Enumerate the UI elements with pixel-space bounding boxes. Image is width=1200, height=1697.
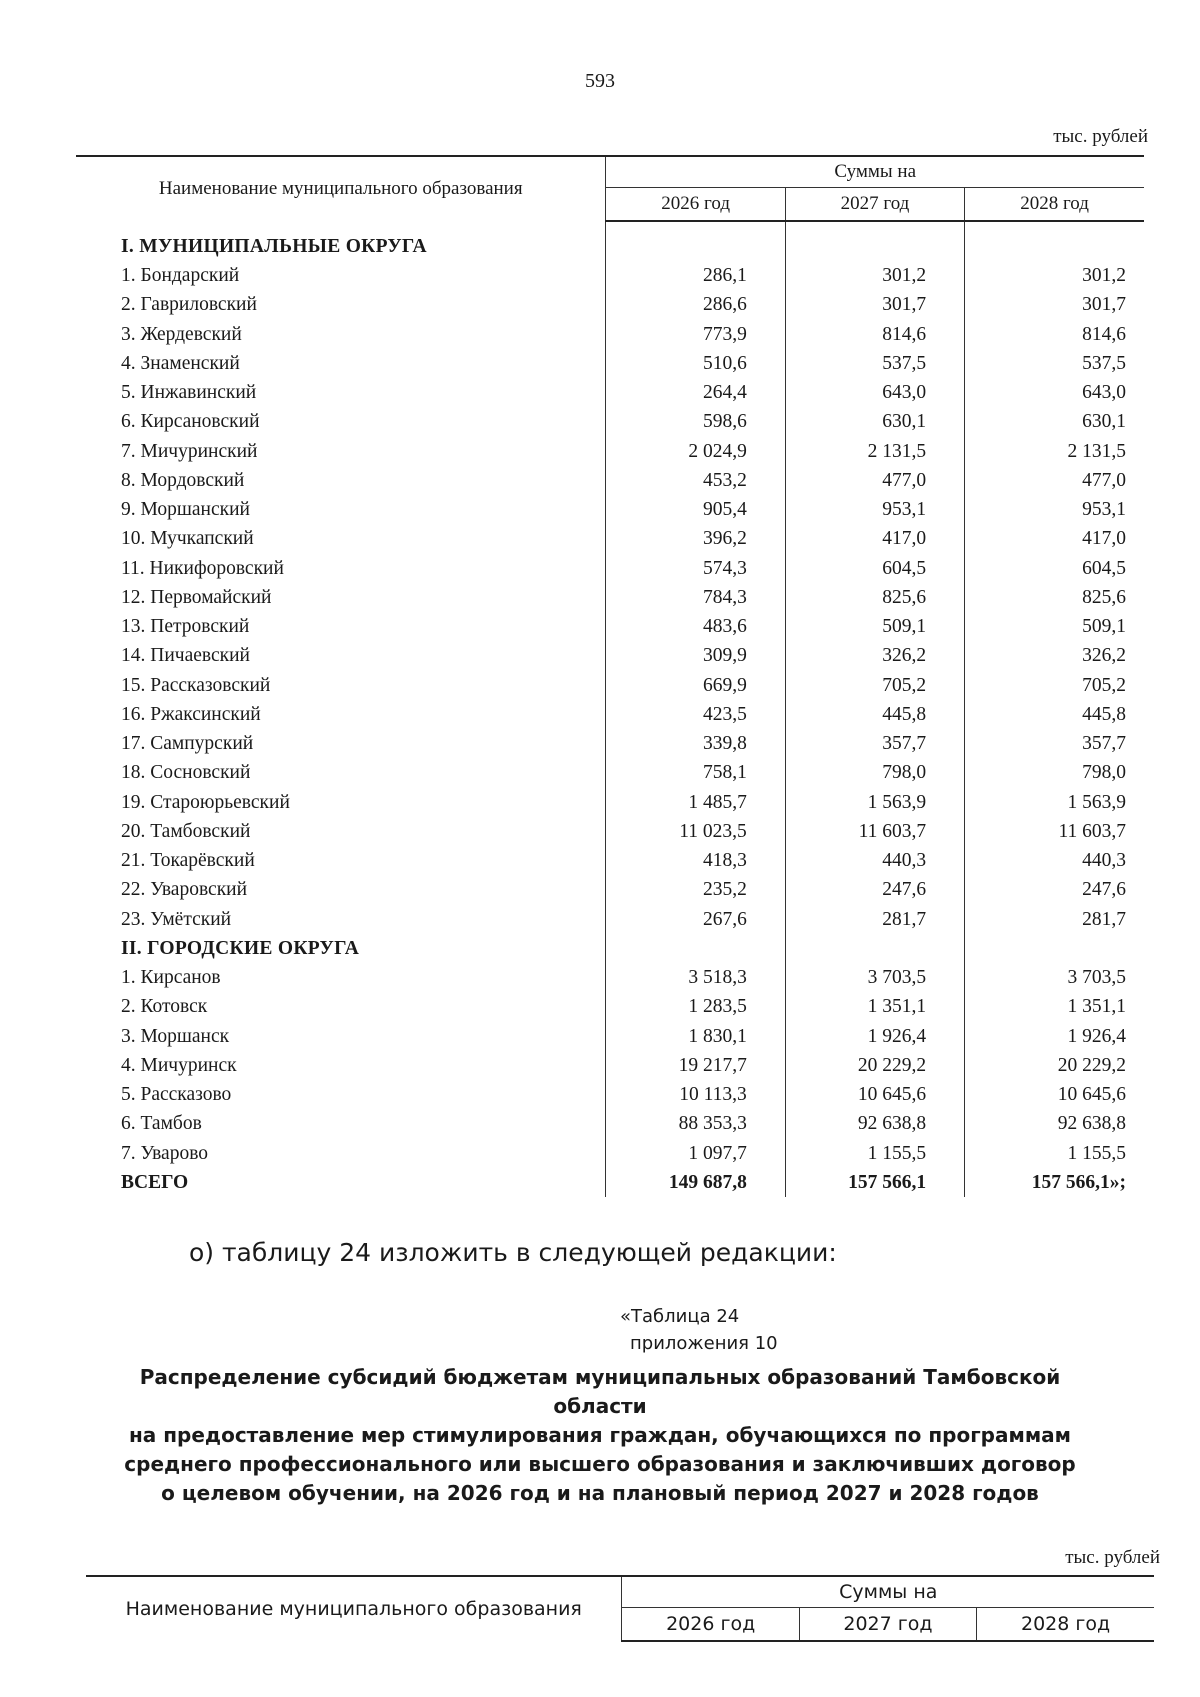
municipality-name: 9. Моршанский [121,499,250,521]
table2-header [86,1575,1154,1642]
table-row [76,671,1144,700]
table-row [76,1139,1144,1168]
amount-cell: 477,0 [965,466,1144,495]
municipality-name: 18. Сосновский [121,762,251,784]
amount-cell: 301,7 [785,291,964,320]
amount-cell: 357,7 [785,729,964,758]
municipality-name: 13. Петровский [121,616,250,638]
amount-cell: 301,2 [785,261,964,290]
amount-cell: 445,8 [965,700,1144,729]
empty-cell [785,934,964,963]
amount-cell: 1 351,1 [965,993,1144,1022]
page-number: 593 [585,70,615,92]
amount-cell: 247,6 [785,876,964,905]
total-row [76,1168,1144,1197]
amount-cell: 301,2 [965,261,1144,290]
table-row [76,554,1144,583]
total-amount: 157 566,1»; [965,1168,1144,1197]
table-row [76,1022,1144,1051]
amount-cell: 509,1 [785,612,964,641]
amount-cell: 20 229,2 [965,1051,1144,1080]
amount-cell: 1 563,9 [965,788,1144,817]
amount-cell: 905,4 [606,495,785,524]
municipality-name: 17. Сампурский [121,733,254,755]
amount-cell: 20 229,2 [785,1051,964,1080]
amount-cell: 1 926,4 [785,1022,964,1051]
amount-cell: 1 830,1 [606,1022,785,1051]
spacer-cell [606,221,785,232]
section-title: I. МУНИЦИПАЛЬНЫЕ ОКРУГА [121,235,427,257]
amount-cell: 604,5 [785,554,964,583]
column-header-year: 2026 год [606,188,785,222]
amount-cell: 953,1 [965,495,1144,524]
amount-cell: 247,6 [965,876,1144,905]
amount-cell: 11 603,7 [965,817,1144,846]
table-row [76,993,1144,1022]
table-row [76,963,1144,992]
budget-table-container [76,155,1144,1197]
amount-cell: 417,0 [965,525,1144,554]
table-row [76,291,1144,320]
amount-cell: 396,2 [606,525,785,554]
amount-cell: 1 351,1 [785,993,964,1022]
table-row [76,846,1144,875]
amount-cell: 643,0 [785,378,964,407]
section-header-row [76,934,1144,963]
amount-cell: 798,0 [785,759,964,788]
amount-cell: 286,6 [606,291,785,320]
spacer-cell [965,221,1144,232]
column-header-year: 2027 год [785,188,964,222]
table-row [76,1110,1144,1139]
municipality-name: 6. Кирсановский [121,411,260,433]
table-row [76,466,1144,495]
municipality-name: 7. Мичуринский [121,440,258,462]
units-label: тыс. рублей [1053,126,1148,147]
amount-cell: 483,6 [606,612,785,641]
table2-header-container [86,1575,1154,1642]
amount-cell: 1 926,4 [965,1022,1144,1051]
municipality-name: 12. Первомайский [121,586,272,608]
amendment-text: о) таблицу 24 изложить в следующей редакции: [189,1238,837,1267]
municipality-name: 16. Ржаксинский [121,703,261,725]
amount-cell: 574,3 [606,554,785,583]
section-header-row [76,232,1144,261]
municipality-name: 3. Жердевский [121,323,242,345]
amount-cell: 10 645,6 [785,1080,964,1109]
amount-cell: 598,6 [606,408,785,437]
amount-cell: 326,2 [785,642,964,671]
amount-cell: 784,3 [606,583,785,612]
title-line: о целевом обучении, на 2026 год и на плановый период 2027 и 2028 годов [161,1481,1039,1505]
units-label-2: тыс. рублей [1065,1547,1160,1568]
amount-cell: 1 155,5 [965,1139,1144,1168]
empty-cell [785,232,964,261]
amount-cell: 509,1 [965,612,1144,641]
table-row [76,729,1144,758]
section-title: II. ГОРОДСКИЕ ОКРУГА [121,937,360,959]
amount-cell: 453,2 [606,466,785,495]
empty-cell [965,232,1144,261]
title-line: среднего профессионального или высшего образования и заключивших договор [124,1452,1076,1476]
amount-cell: 537,5 [785,349,964,378]
table-row [76,495,1144,524]
table-row [76,759,1144,788]
amount-cell: 3 703,5 [965,963,1144,992]
amount-cell: 798,0 [965,759,1144,788]
title-line: на предоставление мер стимулирования граждан, обучающихся по программам [128,1423,1072,1447]
amount-cell: 2 024,9 [606,437,785,466]
amount-cell: 423,5 [606,700,785,729]
table-row [76,1051,1144,1080]
amount-cell: 10 113,3 [606,1080,785,1109]
table-row [76,612,1144,641]
amount-cell: 477,0 [785,466,964,495]
column-header-year: 2027 год [799,1608,976,1642]
amount-cell: 418,3 [606,846,785,875]
amount-cell: 669,9 [606,671,785,700]
table-caption [620,1303,778,1357]
total-amount: 149 687,8 [606,1168,785,1197]
amount-cell: 773,9 [606,320,785,349]
municipality-name: 23. Умётский [121,908,232,930]
amount-cell: 286,1 [606,261,785,290]
municipality-name: 5. Инжавинский [121,382,257,404]
amount-cell: 11 023,5 [606,817,785,846]
municipality-name: 7. Уварово [121,1142,209,1164]
amount-cell: 630,1 [965,408,1144,437]
municipality-name: 1. Кирсанов [121,967,221,989]
amount-cell: 445,8 [785,700,964,729]
table-row [76,642,1144,671]
document-title [100,1363,1100,1508]
table-row [76,876,1144,905]
amount-cell: 814,6 [965,320,1144,349]
column-header-sums: Суммы на [606,156,1144,188]
amount-cell: 814,6 [785,320,964,349]
empty-cell [606,934,785,963]
spacer-cell [785,221,964,232]
table-row [76,261,1144,290]
municipality-name: 19. Староюрьевский [121,791,290,813]
table-row [76,525,1144,554]
amount-cell: 301,7 [965,291,1144,320]
budget-table-body [76,221,1144,1197]
table-row [76,788,1144,817]
table-row [76,378,1144,407]
total-amount: 157 566,1 [785,1168,964,1197]
amount-cell: 309,9 [606,642,785,671]
amount-cell: 1 283,5 [606,993,785,1022]
table-row [76,1080,1144,1109]
amount-cell: 758,1 [606,759,785,788]
table-row [76,437,1144,466]
table-row [76,408,1144,437]
municipality-name: 3. Моршанск [121,1025,230,1047]
column-header-sums: Суммы на [622,1576,1154,1608]
amount-cell: 2 131,5 [965,437,1144,466]
amount-cell: 440,3 [785,846,964,875]
municipality-name: 2. Котовск [121,996,208,1018]
table-row [76,320,1144,349]
table-row [76,583,1144,612]
table-row [76,905,1144,934]
municipality-name: 10. Мучкапский [121,528,254,550]
table-row [76,817,1144,846]
amount-cell: 953,1 [785,495,964,524]
amount-cell: 440,3 [965,846,1144,875]
municipality-name: 4. Знаменский [121,352,240,374]
spacer-row [76,221,1144,232]
amount-cell: 537,5 [965,349,1144,378]
amount-cell: 281,7 [965,905,1144,934]
municipality-name: 22. Уваровский [121,879,248,901]
total-label: ВСЕГО [121,1171,189,1193]
table-row [76,700,1144,729]
empty-cell [965,934,1144,963]
table-caption-line: приложения 10 [630,1333,778,1354]
amount-cell: 510,6 [606,349,785,378]
amount-cell: 264,4 [606,378,785,407]
municipality-name: 4. Мичуринск [121,1054,237,1076]
amount-cell: 339,8 [606,729,785,758]
amount-cell: 281,7 [785,905,964,934]
column-header-name: Наименование муниципального образования [76,156,606,221]
amount-cell: 10 645,6 [965,1080,1144,1109]
budget-table [76,155,1144,1197]
column-header-year: 2028 год [965,188,1144,222]
municipality-name: 14. Пичаевский [121,645,250,667]
municipality-name: 21. Токарёвский [121,850,255,872]
empty-cell [606,232,785,261]
amount-cell: 630,1 [785,408,964,437]
amount-cell: 1 485,7 [606,788,785,817]
title-line: Распределение субсидий бюджетам муниципальных образований Тамбовской области [139,1365,1061,1418]
municipality-name: 5. Рассказово [121,1084,232,1106]
amount-cell: 267,6 [606,905,785,934]
municipality-name: 8. Мордовский [121,469,245,491]
amount-cell: 705,2 [965,671,1144,700]
amount-cell: 326,2 [965,642,1144,671]
amount-cell: 417,0 [785,525,964,554]
amount-cell: 3 518,3 [606,963,785,992]
amount-cell: 92 638,8 [965,1110,1144,1139]
municipality-name: 6. Тамбов [121,1113,202,1135]
amount-cell: 2 131,5 [785,437,964,466]
table-row [76,349,1144,378]
table-caption-line: «Таблица 24 [620,1306,740,1327]
amount-cell: 705,2 [785,671,964,700]
municipality-name: 1. Бондарский [121,265,240,287]
municipality-name: 20. Тамбовский [121,820,251,842]
amount-cell: 825,6 [965,583,1144,612]
amount-cell: 235,2 [606,876,785,905]
amount-cell: 825,6 [785,583,964,612]
amount-cell: 604,5 [965,554,1144,583]
amount-cell: 357,7 [965,729,1144,758]
amount-cell: 1 563,9 [785,788,964,817]
spacer-cell [76,221,606,232]
amount-cell: 1 155,5 [785,1139,964,1168]
amount-cell: 1 097,7 [606,1139,785,1168]
municipality-name: 11. Никифоровский [121,557,284,579]
amount-cell: 92 638,8 [785,1110,964,1139]
municipality-name: 2. Гавриловский [121,294,257,316]
amount-cell: 643,0 [965,378,1144,407]
amount-cell: 3 703,5 [785,963,964,992]
municipality-name: 15. Рассказовский [121,674,271,696]
amount-cell: 19 217,7 [606,1051,785,1080]
amount-cell: 11 603,7 [785,817,964,846]
amount-cell: 88 353,3 [606,1110,785,1139]
column-header-year: 2026 год [622,1608,799,1642]
column-header-name: Наименование муниципального образования [86,1576,622,1641]
column-header-year: 2028 год [977,1608,1154,1642]
